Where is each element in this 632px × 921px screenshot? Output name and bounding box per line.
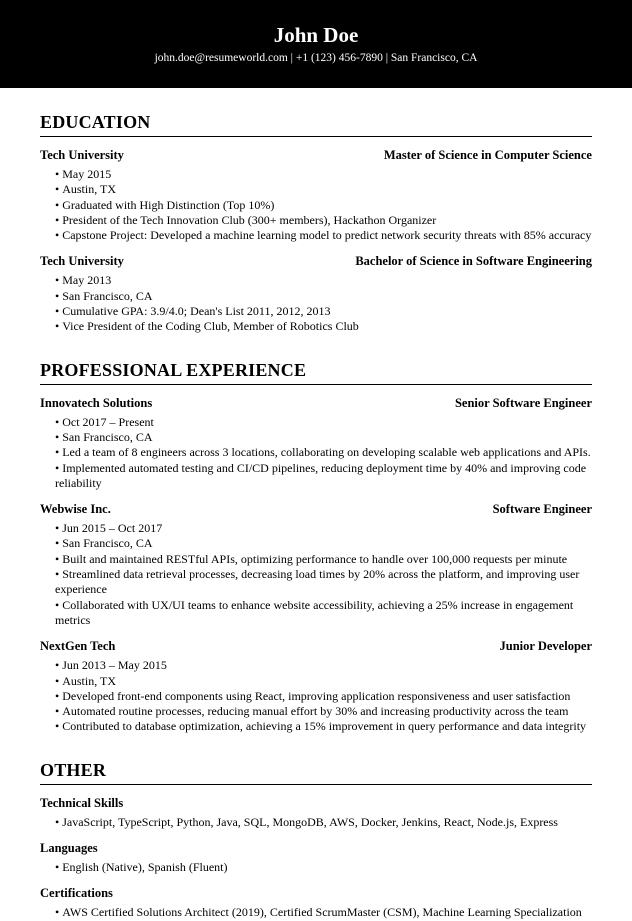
resume-entry [40, 796, 592, 830]
resume-entry [40, 148, 592, 243]
entry-organization: Certifications [40, 886, 113, 901]
entry-header [40, 502, 592, 517]
bullet-item: • Built and maintained RESTful APIs, optimizing performance to handle over 100,000 requests per minute [55, 552, 592, 567]
resume-entry [40, 886, 592, 920]
entry-organization: NextGen Tech [40, 639, 116, 654]
entry-header [40, 396, 592, 411]
entry-organization: Webwise Inc. [40, 502, 111, 517]
section-entries [40, 148, 592, 335]
entry-header [40, 254, 592, 269]
bullet-item: • AWS Certified Solutions Architect (2019), Certified ScrumMaster (CSM), Machine Learning Specialization [55, 905, 592, 920]
bullet-item: • Developed front-end components using React, improving application responsiveness and user satisfaction [55, 689, 592, 704]
entry-organization: Technical Skills [40, 795, 124, 810]
bullet-item: • San Francisco, CA [55, 289, 592, 304]
entry-organization: Tech University [40, 254, 124, 269]
section-entries [40, 796, 592, 921]
resume-section [40, 760, 592, 921]
bullet-item: • Oct 2017 – Present [55, 415, 592, 430]
entry-bullets [55, 815, 592, 830]
entry-bullets [55, 521, 592, 628]
bullet-item: • President of the Tech Innovation Club (300+ members), Hackathon Organizer [55, 213, 592, 228]
entry-header [40, 148, 592, 163]
entry-header [40, 639, 592, 654]
entry-bullets [55, 658, 592, 734]
resume-section [40, 112, 592, 335]
bullet-item: • Graduated with High Distinction (Top 10%) [55, 198, 592, 213]
entry-role: Master of Science in Computer Science [383, 148, 592, 162]
entry-header [40, 841, 592, 856]
resume-entry [40, 841, 592, 875]
entry-role: Software Engineer [492, 502, 592, 517]
entry-bullets [55, 167, 592, 243]
bullet-item: • Jun 2013 – May 2015 [55, 658, 592, 673]
entry-bullets [55, 273, 592, 334]
bullet-item: • Contributed to database optimization, achieving a 15% improvement in query performance and data integrity [55, 719, 592, 734]
bullet-item: • Automated routine processes, reducing manual effort by 30% and increasing productivity across the team [55, 704, 592, 719]
entry-organization: Tech University [40, 148, 124, 162]
bullet-item: • Austin, TX [55, 182, 592, 197]
bullet-item: • May 2013 [55, 273, 592, 288]
section-title: EDUCATION [40, 112, 592, 137]
candidate-name: John Doe [273, 23, 359, 47]
entry-role: Junior Developer [499, 639, 592, 654]
bullet-item: • JavaScript, TypeScript, Python, Java, SQL, MongoDB, AWS, Docker, Jenkins, React, Node.js, Express [55, 815, 592, 830]
entry-organization: Innovatech Solutions [40, 395, 153, 410]
entry-header [40, 796, 592, 811]
section-entries [40, 396, 592, 735]
resume-header [0, 0, 632, 88]
bullet-item: • Capstone Project: Developed a machine learning model to predict network security threats with 85% accuracy [55, 228, 592, 243]
bullet-item: • English (Native), Spanish (Fluent) [55, 860, 592, 875]
entry-bullets [55, 415, 592, 491]
entry-bullets [55, 905, 592, 920]
entry-organization: Languages [40, 841, 98, 856]
bullet-item: • Streamlined data retrieval processes, decreasing load times by 20% across the platform, and improving user experience [55, 567, 592, 598]
bullet-item: • Implemented automated testing and CI/CD pipelines, reducing deployment time by 40% and improving code reliability [55, 461, 592, 492]
bullet-item: • Austin, TX [55, 674, 592, 689]
entry-role: Bachelor of Science in Software Engineering [355, 254, 592, 269]
entry-bullets [55, 860, 592, 875]
resume-section [40, 360, 592, 735]
section-title: PROFESSIONAL EXPERIENCE [40, 360, 592, 385]
resume-entry [40, 254, 592, 334]
bullet-item: • Cumulative GPA: 3.9/4.0; Dean's List 2011, 2012, 2013 [55, 304, 592, 319]
entry-header [40, 886, 592, 901]
bullet-item: • Collaborated with UX/UI teams to enhance website accessibility, achieving a 25% increase in engagement metrics [55, 598, 592, 629]
resume-entry [40, 396, 592, 491]
bullet-item: • Vice President of the Coding Club, Member of Robotics Club [55, 319, 592, 334]
resume-entry [40, 502, 592, 628]
resume-entry [40, 639, 592, 734]
resume-page [0, 112, 632, 921]
section-title: OTHER [40, 760, 592, 785]
bullet-item: • San Francisco, CA [55, 430, 592, 445]
bullet-item: • Jun 2015 – Oct 2017 [55, 521, 592, 536]
entry-role: Senior Software Engineer [454, 395, 592, 410]
contact-info: john.doe@resumeworld.com | +1 (123) 456-7890 | San Francisco, CA [154, 52, 478, 64]
bullet-item: • May 2015 [55, 167, 592, 182]
bullet-item: • Led a team of 8 engineers across 3 locations, collaborating on developing scalable web applications and APIs. [55, 445, 592, 460]
bullet-item: • San Francisco, CA [55, 536, 592, 551]
